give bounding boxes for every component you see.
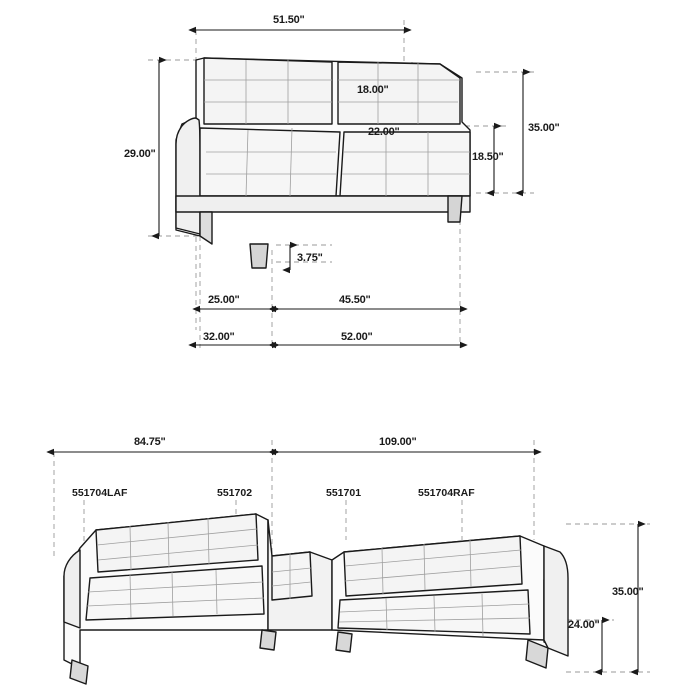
dim-overall-height-right: 35.00" (528, 122, 560, 134)
dim-arm-width: 25.00" (208, 294, 240, 306)
dim-leg-height: 3.75" (297, 252, 323, 264)
sku-label-armless: 551702 (217, 487, 253, 499)
dim-right-section-width: 109.00" (379, 436, 417, 448)
dim-seat-width-inner: 45.50" (339, 294, 371, 306)
sku-label-laf: 551704LAF (72, 487, 128, 499)
dim-overall-height-bottom: 35.00" (612, 586, 644, 598)
dim-arm-height-left: 29.00" (124, 148, 156, 160)
dim-overall-width-top: 51.50" (273, 14, 305, 26)
dim-seat-depth: 22.00" (368, 126, 400, 138)
dim-left-section-width: 84.75" (134, 436, 166, 448)
dim-seat-height-right: 18.50" (472, 151, 504, 163)
sku-label-corner: 551701 (326, 487, 362, 499)
sofa-top-drawing (176, 58, 470, 268)
sectional-drawing (64, 514, 568, 684)
dim-arm-height-bottom: 24.00" (568, 619, 600, 631)
dim-depth-overall: 32.00" (203, 331, 235, 343)
dim-back-cushion-height: 18.00" (357, 84, 389, 96)
dim-width-overall-bottom: 52.00" (341, 331, 373, 343)
sku-label-raf: 551704RAF (418, 487, 475, 499)
